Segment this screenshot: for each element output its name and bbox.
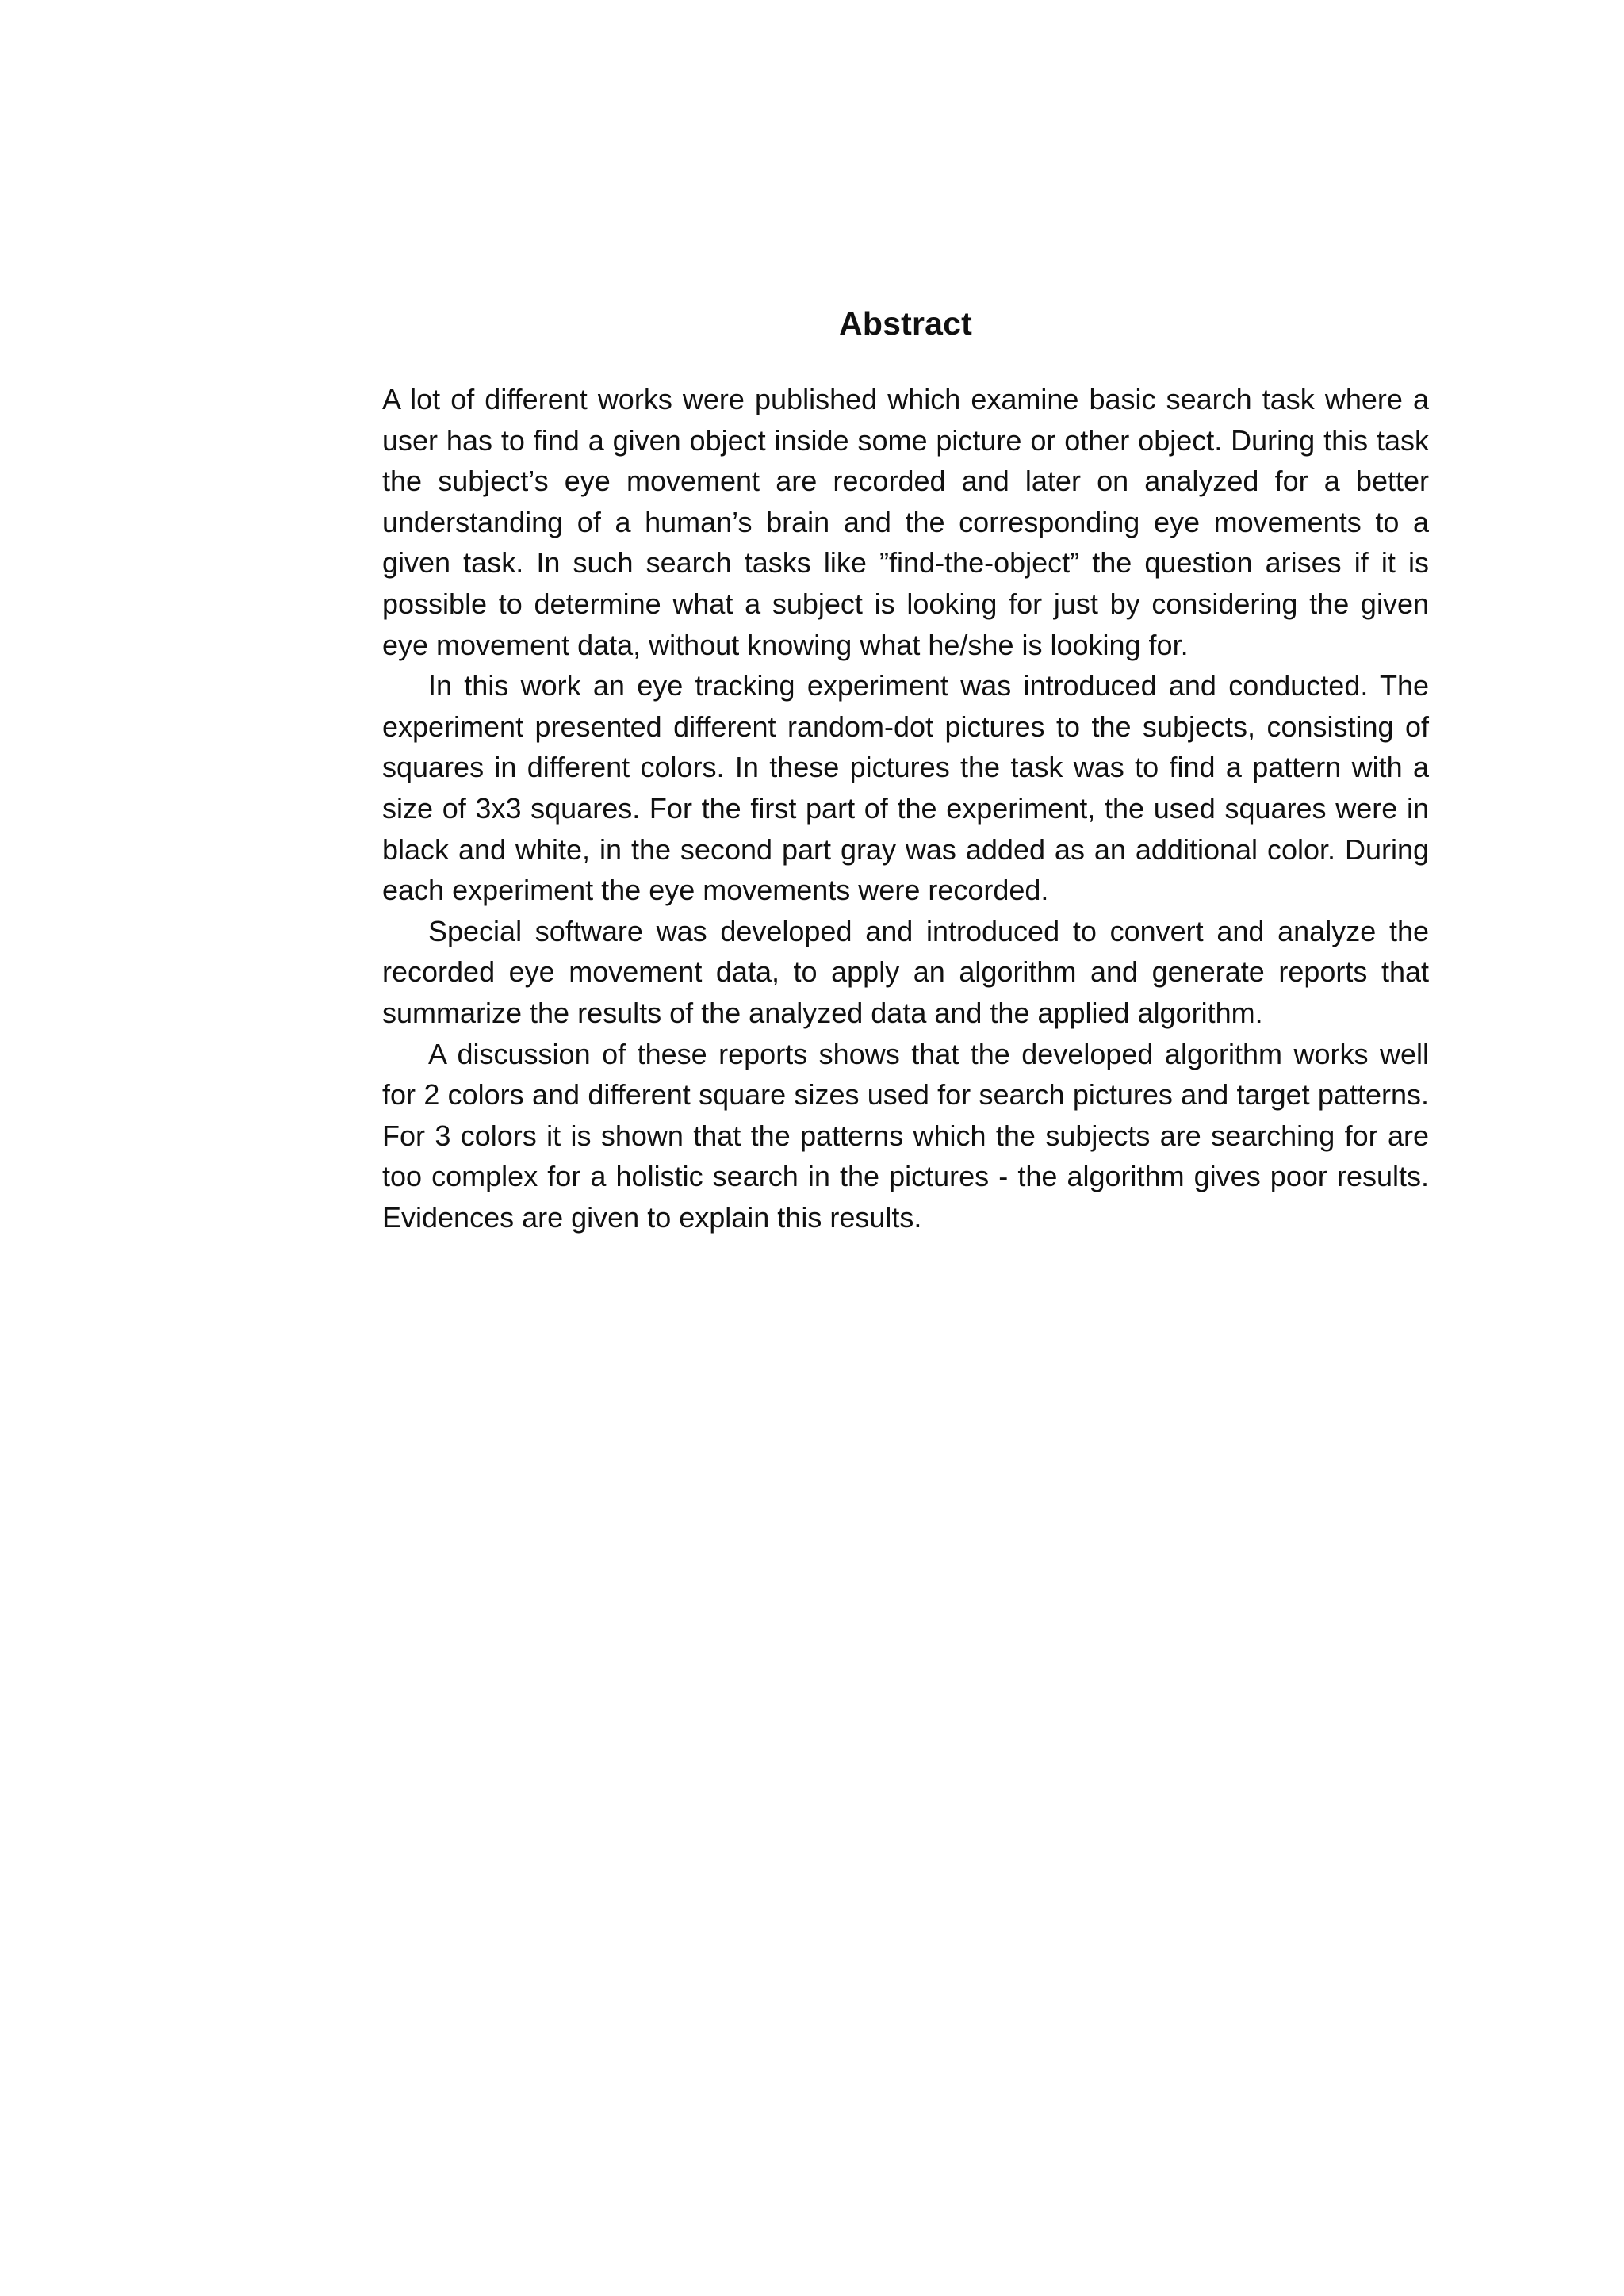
abstract-heading: Abstract (839, 305, 972, 342)
abstract-paragraph-1: A lot of different works were published which examine basic search task where a user has to find a given object inside some picture or other object. During this task the subject’s eye movement are recorded and later on analyzed for a better understanding of a human’s brain and the corresponding eye movements to a given task. In such search tasks like ”find-the-object” the question arises if it is possible to determine what a subject is looking for just by considering the given eye movement data, without knowing what he/she is looking for. (382, 383, 1429, 661)
abstract-section (382, 300, 1429, 1238)
abstract-paragraph-3: Special software was developed and introduced to convert and analyze the recorded eye movement data, to apply an algorithm and generate reports that summarize the results of the analyzed data and the applied algorithm. (382, 914, 1429, 1029)
abstract-paragraph-2: In this work an eye tracking experiment was introduced and conducted. The experiment presented different random-dot pictures to the subjects, consisting of squares in different colors. In these pictures the task was to find a pattern with a size of 3x3 squares. For the first part of the experiment, the used squares were in black and white, in the second part gray was added as an additional color. During each experiment the eye movements were recorded. (382, 669, 1429, 907)
abstract-paragraph-4: A discussion of these reports shows that the developed algorithm works well for 2 colors and different square sizes used for search pictures and target patterns. For 3 colors it is shown that the patterns which the subjects are searching for are too complex for a holistic search in the pictures - the algorithm gives poor results. Evidences are given to explain this results. (382, 1037, 1429, 1234)
abstract-body (382, 379, 1429, 1238)
